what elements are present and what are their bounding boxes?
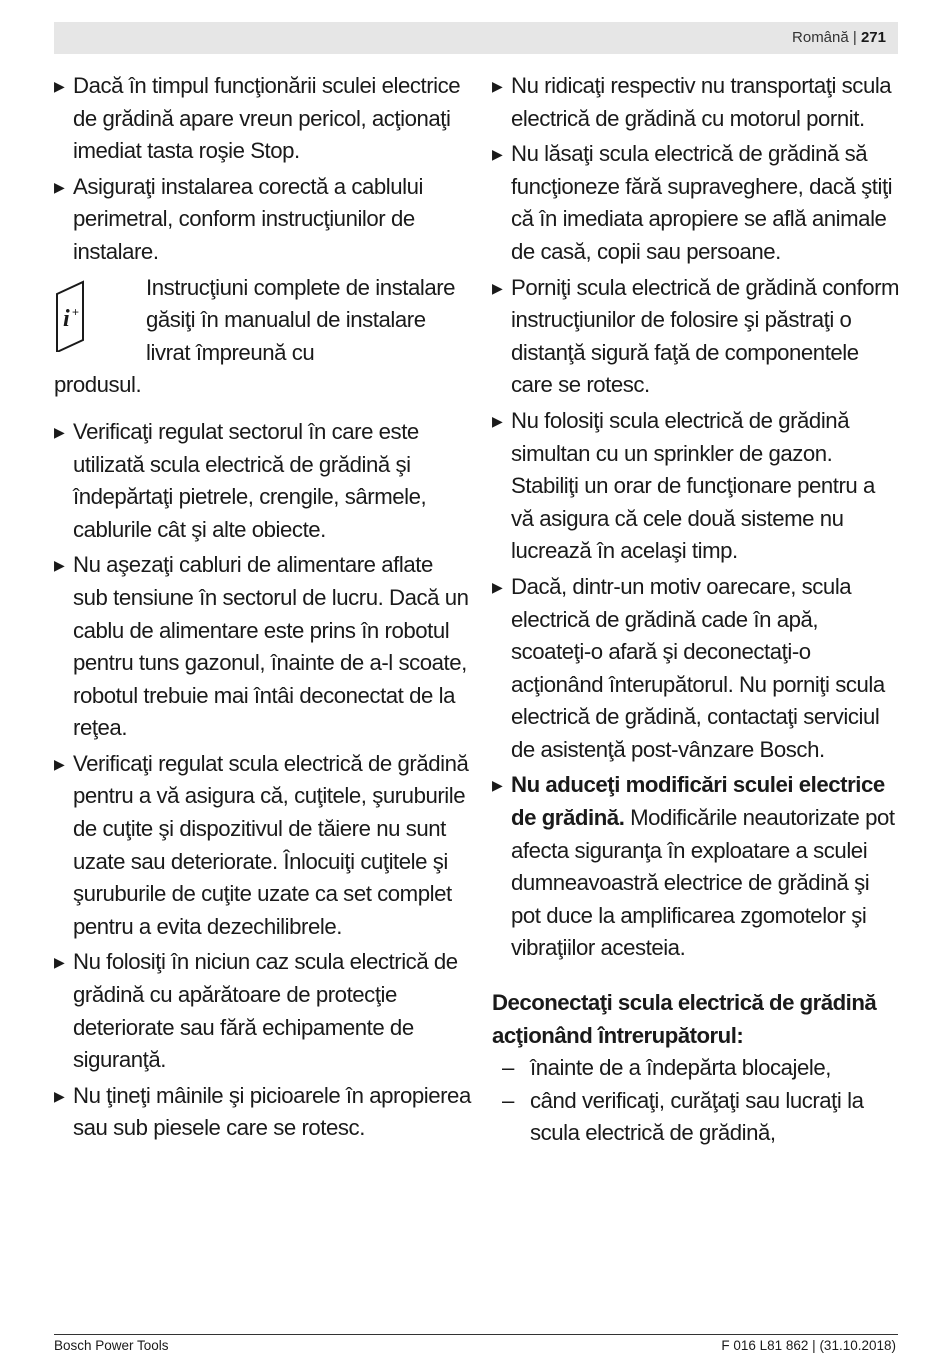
list-item	[54, 549, 472, 745]
list-item	[492, 70, 902, 135]
list-item	[492, 138, 902, 268]
bullet-arrow-icon: ▶	[54, 423, 65, 440]
dash-marker: –	[502, 1087, 514, 1113]
footer-doc-id: F 016 L81 862 | (31.10.2018)	[721, 1338, 896, 1353]
svg-text:+: +	[72, 304, 79, 319]
bullet-arrow-icon: ▶	[492, 279, 503, 296]
bullet-arrow-icon: ▶	[492, 777, 503, 794]
bullet-arrow-icon: ▶	[492, 578, 503, 595]
header-separator: |	[852, 29, 857, 46]
bullet-text: Dacă, dintr-un motiv oarecare, scula electrică de grădină cade în apă, scoateţi-o afară şi deconectaţi-o acţionând înterupătorul. Nu porniţi scula electrică de grădină, contactaţi serviciul de asistenţă post-vânzare Bosch.	[511, 573, 885, 762]
bullet-arrow-icon: ▶	[492, 412, 503, 429]
bullet-text: Asiguraţi instalarea corectă a cablului perimetral, conform instrucţiunilor de instalare.	[73, 173, 423, 264]
bullet-text: Porniţi scula electrică de grădină conform instrucţiunilor de folosire şi păstraţi o distanţă sigură faţă de componentele care se rotesc.	[511, 274, 900, 398]
bullet-arrow-icon: ▶	[54, 557, 65, 574]
bullet-text: Nu ridicaţi respectiv nu transportaţi scula electrică de grădină cu motorul pornit.	[511, 73, 892, 131]
bullet-text: Nu lăsaţi scula electrică de grădină să funcţioneze fără supraveghere, dacă ştiţi că în imediata apropiere se află animale de casă, copii sau persoane.	[511, 141, 893, 264]
page-number: 271	[860, 29, 886, 46]
svg-text:i: i	[63, 305, 70, 332]
footer-brand: Bosch Power Tools	[54, 1338, 169, 1353]
bullet-text: Modificările neautorizate pot afecta siguranţa în exploatare a sculei dumneavoastră electrice de grădină şi pot duce la amplificarea zgomotelor şi vibraţiilor acesteia.	[511, 805, 895, 961]
list-item	[492, 571, 902, 767]
dash-text: când verificaţi, curăţaţi sau lucraţi la scula electrică de grădină,	[530, 1087, 864, 1146]
bullet-arrow-icon: ▶	[54, 178, 65, 195]
section-heading: Deconectaţi scula electrică de grădină acţionând întrerupătorul:	[492, 990, 877, 1048]
list-item	[54, 946, 472, 1076]
list-item	[492, 272, 902, 402]
header-text	[792, 29, 886, 46]
info-note-text: Instrucţiuni complete de instalare găsiţi în manualul de instalare livrat împreună cu	[146, 274, 456, 365]
bullet-text: Nu folosiţi în niciun caz scula electrică de grădină cu apărătoare de protecţie deteriorate sau fără echipamente de siguranţă.	[73, 949, 458, 1073]
bullet-text: Nu folosiţi scula electrică de grădină simultan cu un sprinkler de gazon. Stabiliţi un orar de funcţionare pentru a vă asigura că cele două sisteme nu lucrează în acelaşi timp.	[511, 407, 875, 564]
bullet-arrow-icon: ▶	[492, 78, 503, 94]
left-column	[54, 70, 472, 1148]
list-item	[54, 70, 472, 168]
dash-text: înainte de a îndepărta blocajele,	[530, 1055, 831, 1081]
header-language: Română	[792, 29, 849, 46]
right-column	[492, 70, 902, 1150]
bullet-arrow-icon: ▶	[492, 146, 503, 163]
page-header	[54, 22, 898, 54]
list-item	[54, 416, 472, 546]
bullet-text: Verificaţi regulat sectorul în care este utilizată scula electrică de grădină şi îndepărtaţi pietrele, crengile, sârmele, cablurile cât şi alte obiecte.	[73, 418, 427, 542]
info-book-icon	[54, 280, 86, 352]
dash-marker: –	[502, 1055, 514, 1081]
bullet-arrow-icon: ▶	[54, 78, 65, 94]
footer-divider	[54, 1334, 898, 1335]
bullet-text: Verificaţi regulat scula electrică de grădină pentru a vă asigura că, cuţitele, şuruburile de cuţite şi dispozitivul de tăiere nu sunt uzate sau deteriorate. Înlocuiţi cuţitele şi şuruburile de cuţite uzate ca set complet pentru a evita dezechilibrele.	[73, 750, 469, 939]
bullet-arrow-icon: ▶	[54, 1087, 65, 1104]
info-note-tail: produsul.	[54, 372, 142, 398]
info-note	[54, 272, 472, 402]
bullet-text: Nu ţineţi mâinile şi picioarele în apropierea sau sub piesele care se rotesc.	[73, 1082, 471, 1141]
list-item	[492, 1052, 902, 1085]
list-item	[54, 748, 472, 944]
bullet-arrow-icon: ▶	[54, 755, 65, 772]
bullet-arrow-icon: ▶	[54, 954, 65, 971]
bullet-bold-text: Nu aduceţi modificări sculei electrice de grădină.	[511, 772, 885, 831]
list-item	[54, 171, 472, 269]
bullet-text: Dacă în timpul funcţionării sculei electrice de grădină apare vreun pericol, acţionaţi imediat tasta roşie Stop.	[73, 73, 461, 164]
list-item	[54, 1080, 472, 1145]
list-item	[492, 1085, 902, 1150]
bullet-text: Nu aşezaţi cabluri de alimentare aflate sub tensiune în sectorul de lucru. Dacă un cablu de alimentare este prins în robotul pentru tuns gazonul, înainte de a-l scoate, robotul trebuie mai întâi deconectat de la reţea.	[73, 552, 469, 741]
list-item	[492, 405, 902, 568]
list-item	[492, 769, 902, 965]
